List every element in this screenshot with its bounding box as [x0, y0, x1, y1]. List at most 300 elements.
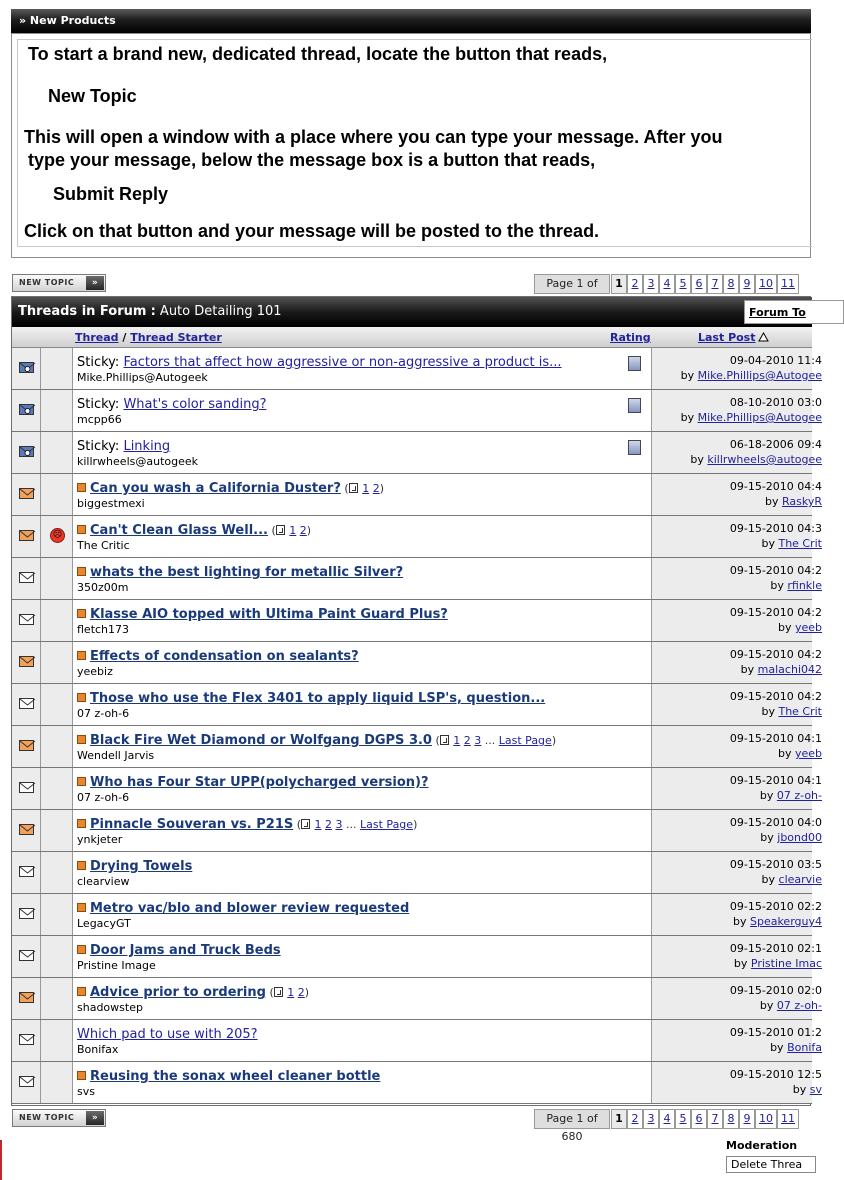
thread-envelope-icon: [19, 572, 34, 583]
last-post-by-label: by: [761, 873, 776, 886]
last-post-by: [762, 873, 822, 886]
last-post-by-label: by: [770, 579, 784, 592]
last-post-cell: [652, 810, 822, 851]
thread-title-line: [77, 481, 384, 496]
new-topic-label: NEW TOPIC: [19, 1113, 75, 1122]
last-post-by: [770, 1041, 822, 1054]
thread-starter: LegacyGT: [77, 917, 131, 930]
sticky-thread-icon: [19, 362, 34, 373]
table-row: [12, 600, 822, 642]
thread-page-link[interactable]: 1: [287, 986, 295, 999]
thread-envelope-icon: [19, 698, 34, 709]
thread-page-link[interactable]: 2: [463, 734, 471, 747]
table-row: [12, 1062, 822, 1104]
page-link-7[interactable]: 7: [707, 274, 723, 294]
thread-cell: [73, 1020, 652, 1061]
sticky-label: Sticky:: [77, 397, 120, 412]
thread-envelope-icon: [19, 1076, 34, 1087]
sort-by-starter[interactable]: Thread Starter: [130, 331, 222, 344]
page-link-1: 1: [611, 274, 627, 294]
last-post-user-link[interactable]: sv: [809, 1083, 822, 1096]
thread-list: [11, 296, 822, 1106]
rating-cell: [41, 936, 73, 977]
thread-starter: killrwheels@autogeek: [77, 455, 198, 468]
last-post-cell: [652, 432, 822, 473]
thread-title-link[interactable]: Effects of condensation on sealants?: [90, 649, 359, 664]
page-link-8[interactable]: 8: [723, 1109, 739, 1129]
thread-title-link[interactable]: Factors that affect how aggressive or non-aggressive a product is...: [123, 355, 562, 370]
last-post-by: [760, 999, 822, 1012]
last-post-by: [761, 537, 822, 550]
instruction-line: Submit Reply: [53, 184, 169, 204]
column-thread: [75, 331, 222, 344]
rating-cell: [41, 978, 73, 1019]
last-post-cell: [652, 348, 822, 389]
last-post-date: 08-10-2010 03:0: [729, 396, 822, 409]
last-post-user-link[interactable]: 07 z-oh-: [776, 999, 822, 1012]
last-post-date: 09-15-2010 01:2: [729, 1026, 822, 1039]
thread-prefix-icon: [77, 525, 86, 534]
thread-starter: clearview: [77, 875, 130, 888]
last-post-user-link[interactable]: malachi042: [757, 663, 822, 676]
thread-page-link[interactable]: 2: [297, 986, 305, 999]
table-row: [12, 852, 822, 894]
thread-envelope-icon: [19, 614, 34, 625]
last-post-by: [760, 789, 822, 802]
thread-cell: [73, 474, 652, 515]
new-topic-button[interactable]: [12, 274, 106, 292]
rating-cell: [41, 516, 73, 557]
table-row: [12, 642, 822, 684]
hot-thread-icon: [19, 656, 34, 667]
thread-title-line: [77, 901, 409, 916]
rating-cell: [41, 1020, 73, 1061]
table-row: [12, 726, 822, 768]
table-row: [12, 432, 822, 474]
last-post-by-label: by: [761, 537, 775, 550]
last-post-by: [690, 453, 822, 466]
thread-title-link[interactable]: whats the best lighting for metallic Silver?: [90, 565, 404, 580]
thread-prefix-icon: [77, 483, 86, 492]
table-row: [12, 1020, 822, 1062]
last-post-user-link[interactable]: yeeb: [794, 621, 822, 634]
last-post-by-label: by: [732, 915, 747, 928]
last-post-user-link[interactable]: Pristine Imac: [750, 957, 822, 970]
status-cell: [12, 642, 41, 683]
last-post-user-link[interactable]: RaskyR: [781, 495, 822, 508]
thread-last-page-link[interactable]: Last Page: [360, 818, 414, 831]
thread-cell: [73, 810, 652, 851]
page-link-7[interactable]: 7: [707, 1109, 723, 1129]
thread-pages: ( 1 2): [265, 986, 310, 999]
moderation-label: Moderation: [726, 1139, 798, 1152]
thread-page-link[interactable]: 2: [325, 818, 333, 831]
last-post-cell: [652, 936, 822, 977]
moderation-select[interactable]: Delete Threa: [726, 1156, 816, 1173]
hot-thread-icon: [19, 530, 34, 541]
last-post-cell: [652, 474, 822, 515]
sort-ascending-icon: [759, 331, 768, 339]
thread-starter: svs: [77, 1085, 95, 1098]
thread-starter: Bonifax: [77, 1043, 119, 1056]
multi-page-icon: [274, 987, 283, 997]
thread-page-link[interactable]: 1: [453, 734, 461, 747]
last-post-user-link[interactable]: 07 z-oh-: [776, 789, 822, 802]
page-link-3[interactable]: 3: [643, 1109, 659, 1129]
last-post-by: [778, 747, 822, 760]
thread-page-link[interactable]: 2: [299, 524, 307, 537]
page-link-6[interactable]: 6: [691, 1109, 707, 1129]
thread-pages: ( 1 2): [340, 482, 384, 495]
forum-header-sep: :: [150, 304, 156, 319]
thread-envelope-icon: [19, 908, 34, 919]
last-post-by: [681, 411, 822, 424]
rating-cell: [41, 348, 73, 389]
thread-starter: Pristine Image: [77, 959, 156, 972]
thread-title-link[interactable]: Klasse AIO topped with Ultima Paint Guard Plus?: [90, 607, 448, 622]
rating-cell: [41, 768, 73, 809]
thread-page-link[interactable]: 2: [372, 482, 380, 495]
rating-cell: [41, 726, 73, 767]
page-link-9[interactable]: 9: [739, 1109, 755, 1129]
page-link-2[interactable]: 2: [627, 1109, 643, 1129]
last-post-by: [793, 1083, 822, 1096]
last-post-cell: [652, 600, 822, 641]
status-cell: [12, 936, 41, 977]
last-post-cell: [652, 642, 822, 683]
last-post-user-link[interactable]: Speakerguy4: [749, 915, 822, 928]
thread-envelope-icon: [19, 782, 34, 793]
thread-cell: [73, 432, 652, 473]
sort-by-last-post[interactable]: Last Post: [698, 331, 756, 344]
hot-thread-icon: [19, 488, 34, 499]
thread-starter: yeebiz: [77, 665, 113, 678]
last-post-user-link[interactable]: yeeb: [794, 747, 822, 760]
thread-title-link[interactable]: Linking: [123, 439, 171, 454]
last-post-by: [734, 957, 822, 970]
page-link-5[interactable]: 5: [675, 1109, 691, 1129]
page-link-10[interactable]: 10: [755, 1109, 777, 1129]
last-post-user-link[interactable]: jbond00: [777, 831, 822, 844]
rating-cell: [41, 600, 73, 641]
thread-cell: [73, 936, 652, 977]
table-row: [12, 684, 822, 726]
table-row: [12, 558, 822, 600]
thread-title-link[interactable]: Metro vac/blo and blower review requested: [90, 901, 410, 916]
last-post-user-link[interactable]: Mike.Phillips@Autogee: [697, 369, 822, 382]
thread-title-link[interactable]: Which pad to use with 205?: [77, 1027, 258, 1042]
thread-title-line: [77, 439, 170, 454]
thread-page-link[interactable]: 3: [335, 818, 343, 831]
thread-envelope-icon: [19, 866, 34, 877]
hot-thread-icon: [19, 992, 34, 1003]
thread-prefix-icon: [77, 693, 86, 702]
page-count-label: Page 1 of: [534, 274, 610, 294]
last-post-date: 09-15-2010 04:2: [729, 606, 822, 619]
thread-starter: 07 z-oh-6: [77, 707, 130, 720]
last-post-by-label: by: [777, 747, 792, 760]
sort-by-rating[interactable]: Rating: [610, 331, 651, 344]
thread-title-link[interactable]: Drying Towels: [90, 859, 193, 874]
thread-cell: [73, 852, 652, 893]
status-cell: [12, 390, 41, 431]
thread-title-line: [77, 817, 417, 832]
thread-pages: ( 1 2 3 ... Last Page): [431, 734, 557, 747]
table-row: [12, 768, 822, 810]
double-chevron-icon: »: [86, 1111, 104, 1125]
last-post-date: 09-15-2010 04:3: [729, 522, 822, 535]
thread-prefix-icon: [77, 735, 86, 744]
frown-face-icon: ☹: [50, 528, 65, 543]
last-post-by-label: by: [777, 621, 792, 634]
last-post-by-label: by: [733, 957, 748, 970]
last-post-by: [765, 495, 822, 508]
thread-cell: [73, 558, 652, 599]
pagination-top: [534, 274, 834, 294]
thread-starter: biggestmexi: [77, 497, 145, 510]
category-title: » New Products: [19, 14, 116, 27]
category-header: [11, 9, 811, 33]
instruction-line: type your message, below the message box is a button that reads,: [28, 150, 596, 170]
thread-title-line: [77, 1069, 380, 1084]
rating-cell: [41, 558, 73, 599]
sticky-label: Sticky:: [77, 355, 120, 370]
thread-title-line: [77, 355, 562, 370]
thread-title-link[interactable]: Advice prior to ordering: [90, 985, 266, 1000]
page-link-5[interactable]: 5: [675, 274, 691, 294]
thread-starter: fletch173: [77, 623, 130, 636]
thread-starter: shadowstep: [77, 1001, 143, 1014]
table-row: [12, 978, 822, 1020]
last-post-user-link[interactable]: The Crit: [778, 537, 822, 550]
status-cell: [12, 474, 41, 515]
thread-cell: [73, 390, 652, 431]
last-post-user-link[interactable]: Mike.Phillips@Autogee: [697, 411, 822, 424]
thread-cell: [73, 768, 652, 809]
status-cell: [12, 1062, 41, 1103]
thread-prefix-icon: [77, 1071, 86, 1080]
last-post-by: [681, 369, 822, 382]
thread-page-link[interactable]: 3: [474, 734, 482, 747]
thread-title-line: [77, 649, 359, 664]
page-link-9[interactable]: 9: [739, 274, 755, 294]
status-cell: [12, 1020, 41, 1061]
status-cell: [12, 894, 41, 935]
multi-page-icon: [349, 483, 358, 493]
last-post-date: 09-04-2010 11:4: [729, 354, 822, 367]
last-post-cell: [652, 1020, 822, 1061]
last-post-date: 09-15-2010 04:2: [729, 648, 822, 661]
thread-title-link[interactable]: Those who use the Flex 3401 to apply liquid LSP's, question...: [90, 691, 546, 706]
page-link-11[interactable]: 11: [777, 1109, 799, 1129]
instructions-box: [11, 33, 811, 258]
page-link-6[interactable]: 6: [691, 274, 707, 294]
last-post-user-link[interactable]: Bonifa: [787, 1041, 822, 1054]
thread-page-link[interactable]: 1: [362, 482, 370, 495]
last-post-by-label: by: [761, 705, 775, 718]
rating-cell: [41, 432, 73, 473]
thread-prefix-icon: [77, 567, 86, 576]
thread-starter: Wendell Jarvis: [77, 749, 155, 762]
last-post-cell: [652, 684, 822, 725]
rating-cell: [41, 684, 73, 725]
thread-starter: ynkjeter: [77, 833, 123, 846]
status-cell: [12, 726, 41, 767]
last-post-cell: [652, 726, 822, 767]
status-cell: [12, 516, 41, 557]
last-post-by: [761, 705, 822, 718]
last-post-date: 09-15-2010 04:0: [729, 816, 822, 829]
last-post-cell: [652, 558, 822, 599]
table-row: [12, 516, 822, 558]
thread-title-link[interactable]: Reusing the sonax wheel cleaner bottle: [90, 1069, 381, 1084]
table-row: [12, 894, 822, 936]
status-cell: [12, 348, 41, 389]
thread-page-link[interactable]: 1: [314, 818, 322, 831]
page-count-label: Page 1 of 680: [534, 1109, 610, 1129]
page-link-10[interactable]: 10: [755, 274, 777, 294]
instruction-line: This will open a window with a place where you can type your message. After you: [24, 127, 723, 147]
last-post-date: 09-15-2010 04:1: [729, 774, 822, 787]
last-post-by-label: by: [759, 999, 774, 1012]
thread-cell: [73, 348, 652, 389]
last-post-user-link[interactable]: rfinkle: [787, 579, 822, 592]
instruction-line: Click on that button and your message will be posted to the thread.: [24, 221, 600, 241]
thread-title-line: [77, 691, 545, 706]
table-row: [12, 936, 822, 978]
thread-cell: [73, 894, 652, 935]
thread-pages: ( 1 2 3 ... Last Page): [293, 818, 418, 831]
rating-cell: [41, 810, 73, 851]
thread-title-link[interactable]: Who has Four Star UPP(polycharged version)?: [90, 775, 429, 790]
thread-prefix-icon: [77, 903, 86, 912]
last-post-date: 09-15-2010 04:2: [729, 564, 822, 577]
thread-last-page-link[interactable]: Last Page: [498, 734, 552, 747]
thread-title-line: [77, 985, 309, 1000]
sticky-thread-icon: [19, 446, 34, 457]
page-link-2[interactable]: 2: [627, 274, 643, 294]
thread-title-link[interactable]: Pinnacle Souveran vs. P21S: [90, 817, 294, 832]
last-post-by-label: by: [764, 495, 779, 508]
thread-title-line: [77, 733, 556, 748]
table-row: [12, 810, 822, 852]
hot-thread-icon: [19, 824, 34, 835]
rating-cell: [41, 474, 73, 515]
last-post-by-label: by: [690, 453, 704, 466]
page-link-4[interactable]: 4: [659, 1109, 675, 1129]
pagination-bottom: [534, 1109, 834, 1143]
thread-cell: [73, 1062, 652, 1103]
page-link-4[interactable]: 4: [659, 274, 675, 294]
last-post-date: 09-15-2010 02:0: [729, 984, 822, 997]
last-post-by: [760, 831, 822, 844]
page-link-3[interactable]: 3: [643, 274, 659, 294]
new-topic-button-bottom[interactable]: [12, 1109, 106, 1127]
last-post-by: [770, 579, 822, 592]
thread-envelope-icon: [19, 950, 34, 961]
thread-cell: [73, 978, 652, 1019]
forum-header: [12, 297, 812, 327]
thread-title-line: [77, 397, 266, 412]
last-post-date: 09-15-2010 02:1: [729, 942, 822, 955]
last-post-cell: [652, 1062, 822, 1103]
sticky-label: Sticky:: [77, 439, 120, 454]
last-post-cell: [652, 768, 822, 809]
thread-title-link[interactable]: Can you wash a California Duster?: [90, 481, 341, 496]
rating-cell: [41, 852, 73, 893]
status-cell: [12, 558, 41, 599]
last-post-cell: [652, 894, 822, 935]
column-headers: [12, 327, 812, 348]
hot-thread-icon: [19, 740, 34, 751]
thread-prefix-icon: [77, 819, 86, 828]
last-post-date: 09-15-2010 12:5: [729, 1068, 822, 1081]
multi-page-icon: [276, 525, 285, 535]
thread-starter: The Critic: [77, 539, 130, 552]
sort-by-thread[interactable]: Thread: [75, 331, 119, 344]
status-cell: [12, 684, 41, 725]
table-row: [12, 390, 822, 432]
table-row: [12, 348, 822, 390]
last-post-cell: [652, 852, 822, 893]
multi-page-icon: [440, 735, 449, 745]
thread-title-link[interactable]: Door Jams and Truck Beds: [90, 943, 281, 958]
last-post-user-link[interactable]: The Crit: [778, 705, 822, 718]
last-post-cell: [652, 978, 822, 1019]
page-link-11[interactable]: 11: [777, 274, 799, 294]
status-cell: [12, 768, 41, 809]
rating-cell: [41, 390, 73, 431]
thread-title-line: [77, 943, 281, 958]
thread-starter: Mike.Phillips@Autogeek: [77, 371, 208, 384]
rating-cell: [41, 642, 73, 683]
attachment-icon: [628, 440, 641, 455]
page-link-8[interactable]: 8: [723, 274, 739, 294]
thread-page-link[interactable]: 1: [289, 524, 297, 537]
table-row: [12, 474, 822, 516]
last-post-user-link[interactable]: killrwheels@autogee: [707, 453, 822, 466]
thread-cell: [73, 600, 652, 641]
thread-pages: ( 1 2): [267, 524, 312, 537]
last-post-by: [778, 621, 822, 634]
instruction-line: New Topic: [48, 86, 137, 106]
thread-cell: [73, 726, 652, 767]
status-cell: [12, 810, 41, 851]
last-post-by-label: by: [680, 369, 695, 382]
thread-title-line: [77, 565, 403, 580]
attachment-icon: [628, 398, 641, 413]
thread-starter: 350z00m: [77, 581, 129, 594]
last-post-by-label: by: [770, 1041, 784, 1054]
last-post-date: 09-15-2010 04:2: [729, 690, 822, 703]
thread-title-link[interactable]: What's color sanding?: [123, 397, 267, 412]
last-post-cell: [652, 390, 822, 431]
thread-title-link[interactable]: Black Fire Wet Diamond or Wolfgang DGPS 3.0: [90, 733, 432, 748]
thread-title-line: [77, 523, 311, 538]
last-post-date: 09-15-2010 04:4: [729, 480, 822, 493]
status-cell: [12, 978, 41, 1019]
column-last-post: [698, 331, 768, 344]
status-cell: [12, 600, 41, 641]
last-post-user-link[interactable]: clearvie: [778, 873, 822, 886]
last-post-by-label: by: [680, 411, 695, 424]
status-cell: [12, 852, 41, 893]
double-chevron-icon: »: [86, 276, 104, 290]
last-post-date: 09-15-2010 04:1: [729, 732, 822, 745]
forum-tools-button[interactable]: Forum To: [744, 300, 844, 324]
column-slash: /: [122, 331, 127, 344]
thread-title-link[interactable]: Can't Clean Glass Well...: [90, 523, 268, 538]
